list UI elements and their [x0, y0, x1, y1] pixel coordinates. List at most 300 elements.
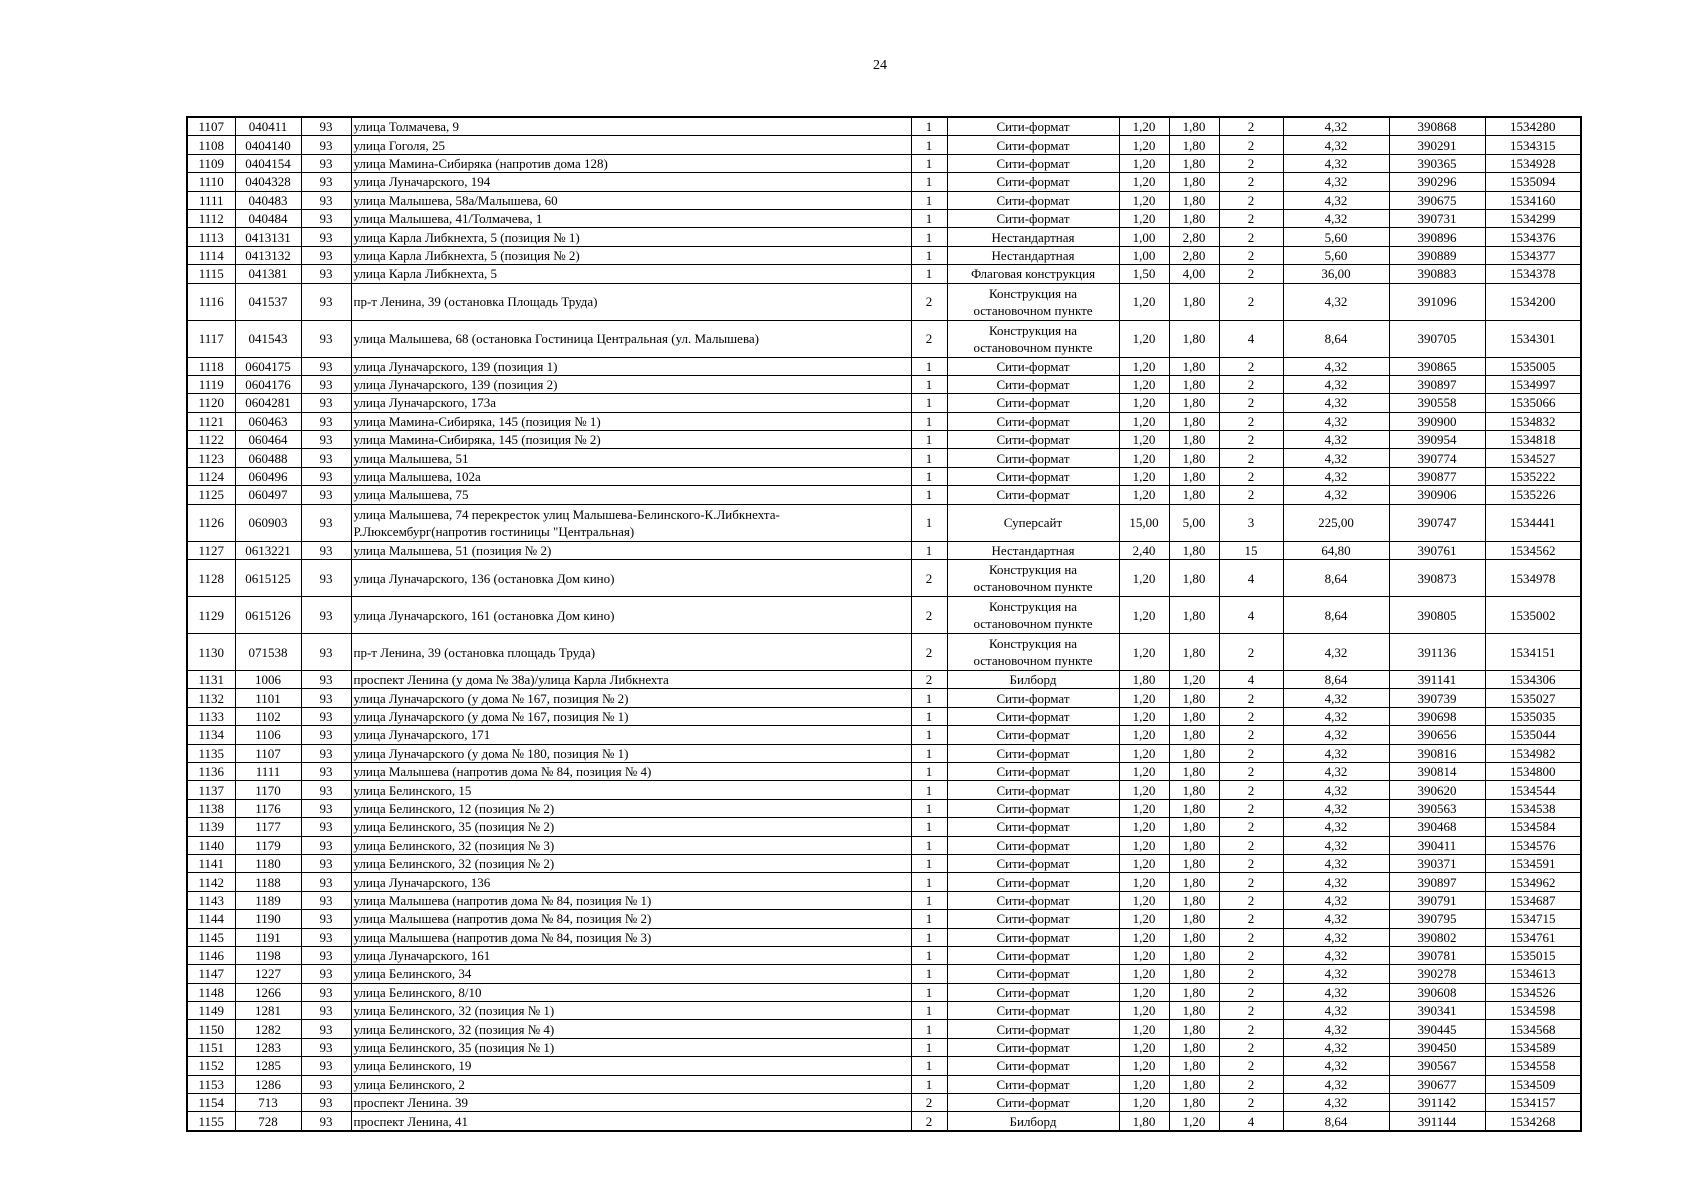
- cell-row-number: 1118: [187, 357, 235, 375]
- table-row: [187, 910, 1581, 928]
- cell-height: 1,80: [1169, 136, 1219, 154]
- cell-count: 2: [1219, 854, 1283, 872]
- cell-area: 4,32: [1283, 946, 1389, 964]
- cell-address: улица Белинского, 35 (позиция № 1): [351, 1038, 911, 1056]
- cell-row-number: 1117: [187, 320, 235, 357]
- cell-coord-x: 390278: [1389, 965, 1485, 983]
- cell-code: 0413132: [235, 246, 301, 264]
- cell-construction-type: Сити-формат: [947, 873, 1119, 891]
- cell-row-number: 1116: [187, 283, 235, 320]
- cell-district: 93: [301, 928, 351, 946]
- cell-count: 2: [1219, 265, 1283, 283]
- cell-construction-type: Суперсайт: [947, 504, 1119, 541]
- cell-sides: 2: [911, 671, 947, 689]
- cell-area: 4,32: [1283, 1038, 1389, 1056]
- cell-district: 93: [301, 173, 351, 191]
- cell-address: улица Белинского, 12 (позиция № 2): [351, 799, 911, 817]
- cell-count: 2: [1219, 1002, 1283, 1020]
- cell-row-number: 1147: [187, 965, 235, 983]
- cell-row-number: 1108: [187, 136, 235, 154]
- cell-district: 93: [301, 726, 351, 744]
- cell-coord-x: 390814: [1389, 762, 1485, 780]
- cell-width: 1,00: [1119, 246, 1169, 264]
- cell-code: 1170: [235, 781, 301, 799]
- cell-construction-type: Конструкция на остановочном пункте: [947, 634, 1119, 671]
- cell-row-number: 1115: [187, 265, 235, 283]
- table-row: [187, 412, 1581, 430]
- cell-sides: 1: [911, 173, 947, 191]
- cell-row-number: 1121: [187, 412, 235, 430]
- cell-district: 93: [301, 283, 351, 320]
- cell-construction-type: Нестандартная: [947, 228, 1119, 246]
- table-row: [187, 873, 1581, 891]
- cell-construction-type: Сити-формат: [947, 191, 1119, 209]
- cell-coord-x: 390774: [1389, 449, 1485, 467]
- cell-area: 4,32: [1283, 136, 1389, 154]
- cell-row-number: 1146: [187, 946, 235, 964]
- table-row: [187, 136, 1581, 154]
- cell-sides: 2: [911, 1094, 947, 1112]
- cell-height: 1,80: [1169, 634, 1219, 671]
- cell-coord-x: 390747: [1389, 504, 1485, 541]
- cell-code: 1006: [235, 671, 301, 689]
- cell-count: 2: [1219, 209, 1283, 227]
- cell-code: 1101: [235, 689, 301, 707]
- cell-height: 1,80: [1169, 449, 1219, 467]
- cell-count: 2: [1219, 117, 1283, 136]
- cell-row-number: 1133: [187, 707, 235, 725]
- cell-sides: 2: [911, 283, 947, 320]
- cell-construction-type: Сити-формат: [947, 781, 1119, 799]
- cell-coord-y: 1534589: [1485, 1038, 1581, 1056]
- cell-district: 93: [301, 431, 351, 449]
- cell-row-number: 1152: [187, 1057, 235, 1075]
- cell-row-number: 1150: [187, 1020, 235, 1038]
- cell-coord-y: 1534538: [1485, 799, 1581, 817]
- cell-height: 1,80: [1169, 375, 1219, 393]
- cell-width: 1,20: [1119, 799, 1169, 817]
- cell-count: 2: [1219, 467, 1283, 485]
- cell-code: 041543: [235, 320, 301, 357]
- table-row: [187, 1112, 1581, 1131]
- cell-count: 2: [1219, 283, 1283, 320]
- cell-district: 93: [301, 983, 351, 1001]
- cell-coord-y: 1534306: [1485, 671, 1581, 689]
- cell-construction-type: Билборд: [947, 671, 1119, 689]
- cell-construction-type: Конструкция на остановочном пункте: [947, 560, 1119, 597]
- cell-sides: 1: [911, 191, 947, 209]
- cell-width: 1,20: [1119, 689, 1169, 707]
- table-row: [187, 191, 1581, 209]
- cell-height: 1,80: [1169, 781, 1219, 799]
- cell-row-number: 1125: [187, 486, 235, 504]
- cell-district: 93: [301, 357, 351, 375]
- cell-coord-y: 1534591: [1485, 854, 1581, 872]
- cell-address: улица Мамина-Сибиряка (напротив дома 128): [351, 154, 911, 172]
- cell-address: улица Малышева, 41/Толмачева, 1: [351, 209, 911, 227]
- cell-area: 4,32: [1283, 467, 1389, 485]
- cell-sides: 1: [911, 1075, 947, 1093]
- table-row: [187, 707, 1581, 725]
- cell-sides: 1: [911, 136, 947, 154]
- cell-sides: 1: [911, 541, 947, 559]
- cell-area: 8,64: [1283, 320, 1389, 357]
- cell-construction-type: Сити-формат: [947, 1002, 1119, 1020]
- cell-coord-y: 1534160: [1485, 191, 1581, 209]
- cell-construction-type: Нестандартная: [947, 541, 1119, 559]
- cell-address: улица Белинского, 35 (позиция № 2): [351, 818, 911, 836]
- cell-height: 1,80: [1169, 1094, 1219, 1112]
- cell-coord-y: 1534151: [1485, 634, 1581, 671]
- cell-area: 4,32: [1283, 209, 1389, 227]
- cell-coord-y: 1534613: [1485, 965, 1581, 983]
- cell-district: 93: [301, 1112, 351, 1131]
- cell-coord-x: 390656: [1389, 726, 1485, 744]
- cell-area: 4,32: [1283, 357, 1389, 375]
- cell-height: 2,80: [1169, 228, 1219, 246]
- cell-coord-x: 390889: [1389, 246, 1485, 264]
- cell-height: 1,80: [1169, 357, 1219, 375]
- cell-count: 2: [1219, 486, 1283, 504]
- cell-code: 1179: [235, 836, 301, 854]
- cell-district: 93: [301, 965, 351, 983]
- cell-row-number: 1130: [187, 634, 235, 671]
- table-row: [187, 762, 1581, 780]
- cell-construction-type: Сити-формат: [947, 818, 1119, 836]
- cell-sides: 1: [911, 228, 947, 246]
- cell-height: 1,80: [1169, 762, 1219, 780]
- cell-coord-y: 1534299: [1485, 209, 1581, 227]
- cell-address: улица Белинского, 32 (позиция № 2): [351, 854, 911, 872]
- cell-code: 1227: [235, 965, 301, 983]
- table-row: [187, 946, 1581, 964]
- cell-area: 4,32: [1283, 1094, 1389, 1112]
- cell-count: 2: [1219, 799, 1283, 817]
- cell-coord-y: 1534558: [1485, 1057, 1581, 1075]
- cell-area: 8,64: [1283, 671, 1389, 689]
- table-row: [187, 1020, 1581, 1038]
- cell-construction-type: Нестандартная: [947, 246, 1119, 264]
- cell-row-number: 1137: [187, 781, 235, 799]
- cell-sides: 1: [911, 504, 947, 541]
- cell-row-number: 1135: [187, 744, 235, 762]
- cell-code: 1266: [235, 983, 301, 1001]
- cell-coord-x: 390365: [1389, 154, 1485, 172]
- cell-area: 4,32: [1283, 689, 1389, 707]
- cell-code: 060497: [235, 486, 301, 504]
- cell-height: 1,80: [1169, 744, 1219, 762]
- cell-construction-type: Сити-формат: [947, 689, 1119, 707]
- cell-code: 0413131: [235, 228, 301, 246]
- cell-width: 1,20: [1119, 136, 1169, 154]
- cell-width: 1,20: [1119, 983, 1169, 1001]
- cell-construction-type: Сити-формат: [947, 1075, 1119, 1093]
- cell-row-number: 1113: [187, 228, 235, 246]
- cell-district: 93: [301, 634, 351, 671]
- cell-code: 041537: [235, 283, 301, 320]
- cell-width: 1,20: [1119, 965, 1169, 983]
- cell-row-number: 1131: [187, 671, 235, 689]
- cell-count: 2: [1219, 726, 1283, 744]
- cell-district: 93: [301, 320, 351, 357]
- cell-sides: 1: [911, 265, 947, 283]
- cell-district: 93: [301, 228, 351, 246]
- cell-area: 4,32: [1283, 707, 1389, 725]
- cell-count: 2: [1219, 707, 1283, 725]
- cell-coord-x: 390802: [1389, 928, 1485, 946]
- cell-coord-y: 1534315: [1485, 136, 1581, 154]
- cell-district: 93: [301, 467, 351, 485]
- cell-sides: 1: [911, 744, 947, 762]
- cell-width: 1,20: [1119, 154, 1169, 172]
- cell-district: 93: [301, 486, 351, 504]
- cell-height: 1,80: [1169, 836, 1219, 854]
- cell-count: 2: [1219, 946, 1283, 964]
- cell-width: 1,80: [1119, 671, 1169, 689]
- cell-coord-y: 1534562: [1485, 541, 1581, 559]
- cell-area: 4,32: [1283, 154, 1389, 172]
- cell-coord-x: 390705: [1389, 320, 1485, 357]
- cell-address: улица Луначарского, 194: [351, 173, 911, 191]
- cell-address: улица Луначарского, 136: [351, 873, 911, 891]
- table-row: [187, 394, 1581, 412]
- cell-row-number: 1129: [187, 597, 235, 634]
- table-row: [187, 357, 1581, 375]
- cell-height: 1,80: [1169, 910, 1219, 928]
- cell-code: 0404140: [235, 136, 301, 154]
- cell-width: 1,20: [1119, 320, 1169, 357]
- cell-coord-x: 390341: [1389, 1002, 1485, 1020]
- cell-coord-y: 1534200: [1485, 283, 1581, 320]
- cell-coord-x: 390567: [1389, 1057, 1485, 1075]
- cell-area: 64,80: [1283, 541, 1389, 559]
- cell-area: 4,32: [1283, 836, 1389, 854]
- cell-code: 1106: [235, 726, 301, 744]
- cell-coord-x: 390795: [1389, 910, 1485, 928]
- cell-row-number: 1134: [187, 726, 235, 744]
- cell-district: 93: [301, 707, 351, 725]
- cell-coord-y: 1534761: [1485, 928, 1581, 946]
- cell-address: улица Гоголя, 25: [351, 136, 911, 154]
- table-row: [187, 671, 1581, 689]
- cell-coord-x: 390620: [1389, 781, 1485, 799]
- cell-district: 93: [301, 246, 351, 264]
- cell-coord-x: 390675: [1389, 191, 1485, 209]
- cell-area: 4,32: [1283, 726, 1389, 744]
- cell-height: 1,80: [1169, 394, 1219, 412]
- cell-area: 5,60: [1283, 228, 1389, 246]
- cell-coord-x: 390608: [1389, 983, 1485, 1001]
- cell-count: 2: [1219, 634, 1283, 671]
- cell-address: улица Луначарского, 161: [351, 946, 911, 964]
- cell-area: 4,32: [1283, 394, 1389, 412]
- cell-sides: 1: [911, 707, 947, 725]
- cell-construction-type: Сити-формат: [947, 486, 1119, 504]
- cell-area: 4,32: [1283, 762, 1389, 780]
- cell-district: 93: [301, 1094, 351, 1112]
- table-row: [187, 597, 1581, 634]
- table-row: [187, 983, 1581, 1001]
- cell-address: проспект Ленина (у дома № 38а)/улица Карла Либкнехта: [351, 671, 911, 689]
- cell-width: 2,40: [1119, 541, 1169, 559]
- cell-coord-y: 1534982: [1485, 744, 1581, 762]
- table-row: [187, 320, 1581, 357]
- cell-address: проспект Ленина. 39: [351, 1094, 911, 1112]
- cell-area: 4,32: [1283, 1020, 1389, 1038]
- cell-code: 1102: [235, 707, 301, 725]
- cell-coord-x: 390731: [1389, 209, 1485, 227]
- cell-coord-y: 1534509: [1485, 1075, 1581, 1093]
- cell-area: 4,32: [1283, 634, 1389, 671]
- cell-row-number: 1132: [187, 689, 235, 707]
- table-row: [187, 1094, 1581, 1112]
- cell-code: 1111: [235, 762, 301, 780]
- cell-coord-y: 1535044: [1485, 726, 1581, 744]
- cell-width: 1,20: [1119, 173, 1169, 191]
- cell-coord-x: 390411: [1389, 836, 1485, 854]
- cell-construction-type: Сити-формат: [947, 117, 1119, 136]
- cell-address: улица Белинского, 19: [351, 1057, 911, 1075]
- cell-count: 2: [1219, 836, 1283, 854]
- cell-construction-type: Сити-формат: [947, 726, 1119, 744]
- cell-count: 2: [1219, 781, 1283, 799]
- cell-width: 1,20: [1119, 873, 1169, 891]
- cell-height: 1,80: [1169, 1057, 1219, 1075]
- cell-construction-type: Сити-формат: [947, 744, 1119, 762]
- cell-construction-type: Сити-формат: [947, 983, 1119, 1001]
- cell-address: улица Малышева, 58а/Малышева, 60: [351, 191, 911, 209]
- cell-construction-type: Сити-формат: [947, 154, 1119, 172]
- cell-construction-type: Флаговая конструкция: [947, 265, 1119, 283]
- cell-sides: 2: [911, 634, 947, 671]
- cell-code: 060464: [235, 431, 301, 449]
- cell-sides: 2: [911, 1112, 947, 1131]
- cell-district: 93: [301, 1002, 351, 1020]
- cell-coord-x: 390761: [1389, 541, 1485, 559]
- cell-coord-y: 1535015: [1485, 946, 1581, 964]
- cell-code: 1176: [235, 799, 301, 817]
- cell-sides: 1: [911, 154, 947, 172]
- cell-area: 4,32: [1283, 891, 1389, 909]
- cell-height: 1,80: [1169, 854, 1219, 872]
- table-row: [187, 799, 1581, 817]
- cell-district: 93: [301, 689, 351, 707]
- cell-area: 4,32: [1283, 854, 1389, 872]
- table-row: [187, 836, 1581, 854]
- cell-width: 1,80: [1119, 1112, 1169, 1131]
- cell-height: 1,80: [1169, 689, 1219, 707]
- cell-coord-y: 1534715: [1485, 910, 1581, 928]
- cell-construction-type: Сити-формат: [947, 1020, 1119, 1038]
- cell-row-number: 1136: [187, 762, 235, 780]
- cell-coord-x: 390450: [1389, 1038, 1485, 1056]
- table-row: [187, 891, 1581, 909]
- cell-coord-y: 1534544: [1485, 781, 1581, 799]
- cell-sides: 1: [911, 486, 947, 504]
- cell-address: улица Белинского, 32 (позиция № 3): [351, 836, 911, 854]
- cell-code: 1191: [235, 928, 301, 946]
- cell-address: улица Белинского, 32 (позиция № 1): [351, 1002, 911, 1020]
- cell-code: 0604281: [235, 394, 301, 412]
- cell-coord-x: 390805: [1389, 597, 1485, 634]
- cell-row-number: 1153: [187, 1075, 235, 1093]
- cell-construction-type: Сити-формат: [947, 375, 1119, 393]
- cell-height: 1,80: [1169, 541, 1219, 559]
- cell-row-number: 1107: [187, 117, 235, 136]
- cell-address: проспект Ленина, 41: [351, 1112, 911, 1131]
- cell-height: 1,80: [1169, 209, 1219, 227]
- cell-district: 93: [301, 891, 351, 909]
- cell-coord-y: 1534928: [1485, 154, 1581, 172]
- cell-district: 93: [301, 154, 351, 172]
- cell-height: 1,80: [1169, 560, 1219, 597]
- table-row: [187, 560, 1581, 597]
- cell-sides: 1: [911, 946, 947, 964]
- cell-height: 1,80: [1169, 965, 1219, 983]
- cell-code: 060496: [235, 467, 301, 485]
- cell-code: 1198: [235, 946, 301, 964]
- cell-construction-type: Сити-формат: [947, 136, 1119, 154]
- cell-row-number: 1114: [187, 246, 235, 264]
- cell-address: улица Луначарского, 171: [351, 726, 911, 744]
- cell-width: 1,20: [1119, 467, 1169, 485]
- cell-construction-type: Сити-формат: [947, 707, 1119, 725]
- cell-row-number: 1143: [187, 891, 235, 909]
- cell-district: 93: [301, 781, 351, 799]
- cell-coord-x: 390698: [1389, 707, 1485, 725]
- cell-code: 1283: [235, 1038, 301, 1056]
- cell-row-number: 1140: [187, 836, 235, 854]
- cell-coord-x: 390896: [1389, 228, 1485, 246]
- table-row: [187, 117, 1581, 136]
- cell-count: 2: [1219, 449, 1283, 467]
- table-row: [187, 1057, 1581, 1075]
- cell-width: 1,20: [1119, 928, 1169, 946]
- cell-row-number: 1128: [187, 560, 235, 597]
- cell-coord-x: 390558: [1389, 394, 1485, 412]
- cell-height: 1,80: [1169, 799, 1219, 817]
- cell-coord-x: 390897: [1389, 873, 1485, 891]
- cell-area: 4,32: [1283, 983, 1389, 1001]
- cell-coord-x: 390954: [1389, 431, 1485, 449]
- cell-coord-x: 390296: [1389, 173, 1485, 191]
- cell-row-number: 1122: [187, 431, 235, 449]
- cell-code: 1189: [235, 891, 301, 909]
- cell-area: 4,32: [1283, 818, 1389, 836]
- cell-height: 1,80: [1169, 154, 1219, 172]
- cell-coord-x: 390883: [1389, 265, 1485, 283]
- cell-address: пр-т Ленина, 39 (остановка Площадь Труда): [351, 283, 911, 320]
- cell-address: улица Толмачева, 9: [351, 117, 911, 136]
- cell-coord-x: 390868: [1389, 117, 1485, 136]
- cell-coord-x: 390563: [1389, 799, 1485, 817]
- cell-area: 4,32: [1283, 781, 1389, 799]
- cell-width: 1,20: [1119, 1094, 1169, 1112]
- cell-code: 040483: [235, 191, 301, 209]
- cell-code: 1188: [235, 873, 301, 891]
- cell-width: 1,20: [1119, 412, 1169, 430]
- cell-width: 1,20: [1119, 394, 1169, 412]
- cell-area: 8,64: [1283, 560, 1389, 597]
- cell-row-number: 1145: [187, 928, 235, 946]
- cell-coord-x: 390445: [1389, 1020, 1485, 1038]
- cell-area: 8,64: [1283, 597, 1389, 634]
- cell-district: 93: [301, 265, 351, 283]
- cell-width: 1,20: [1119, 375, 1169, 393]
- cell-sides: 1: [911, 781, 947, 799]
- cell-area: 4,32: [1283, 1002, 1389, 1020]
- table-row: [187, 504, 1581, 541]
